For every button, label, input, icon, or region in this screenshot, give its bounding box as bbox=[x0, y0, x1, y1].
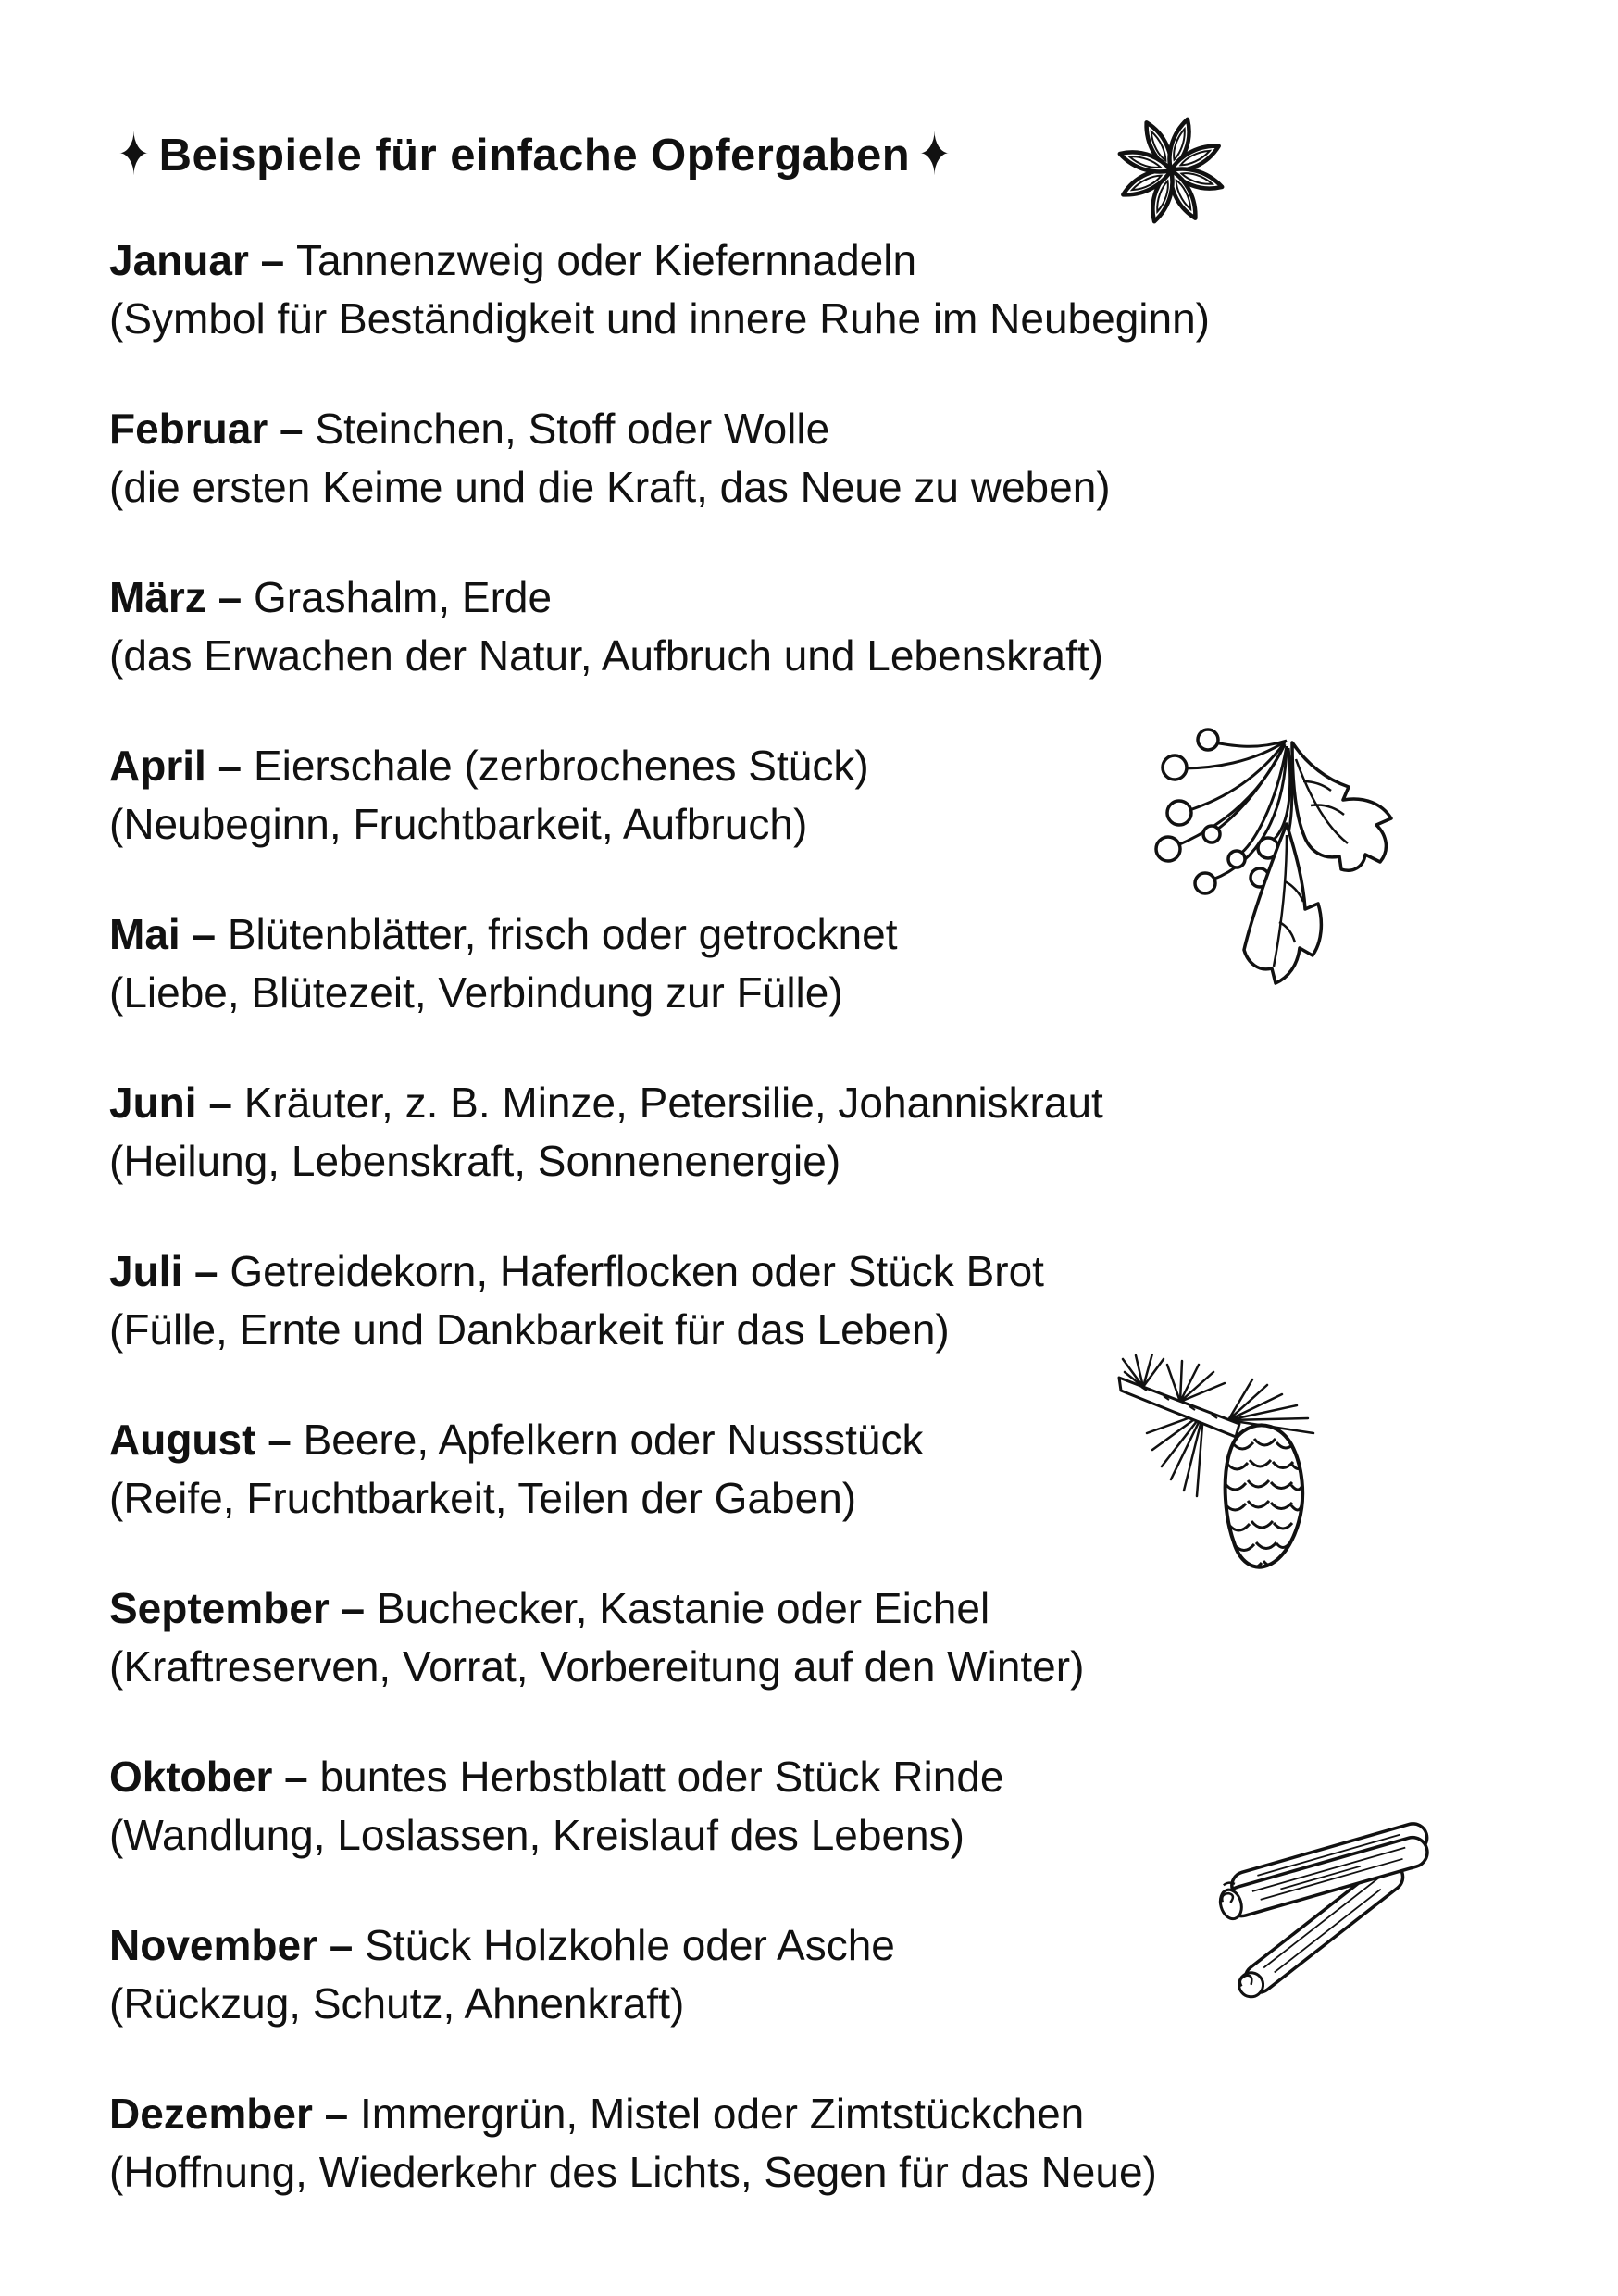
star-anise-icon bbox=[1097, 93, 1245, 241]
month-line bbox=[109, 568, 1313, 627]
month-entry-juli bbox=[109, 1242, 1313, 1359]
month-separator: – bbox=[272, 1753, 320, 1801]
month-separator: – bbox=[182, 1247, 230, 1295]
month-separator: – bbox=[317, 1921, 366, 1969]
month-separator: – bbox=[205, 573, 254, 621]
month-separator: – bbox=[255, 1416, 304, 1464]
month-items: Kräuter, z. B. Minze, Petersilie, Johanniskraut bbox=[243, 1079, 1103, 1127]
pine-cone-branch-icon bbox=[1115, 1354, 1356, 1585]
month-meaning: (Kraftreserven, Vorrat, Vorbereitung auf den Winter) bbox=[109, 1642, 1085, 1691]
month-items: Steinchen, Stoff oder Wolle bbox=[315, 405, 830, 453]
month-separator: – bbox=[312, 2090, 361, 2138]
month-name: Dezember bbox=[109, 2090, 313, 2138]
month-items: Grashalm, Erde bbox=[253, 573, 553, 621]
month-items: buntes Herbstblatt oder Stück Rinde bbox=[319, 1753, 1004, 1801]
month-items: Immergrün, Mistel oder Zimtstückchen bbox=[360, 2090, 1085, 2138]
month-items: Stück Holzkohle oder Asche bbox=[365, 1921, 895, 1969]
months-list bbox=[109, 231, 1313, 2202]
month-items: Blütenblätter, frisch oder getrocknet bbox=[227, 910, 898, 958]
month-name: Januar bbox=[109, 236, 249, 284]
month-line bbox=[109, 1579, 1313, 1638]
month-name: Februar bbox=[109, 405, 268, 453]
month-name: April bbox=[109, 742, 206, 790]
month-name: Juni bbox=[109, 1079, 197, 1127]
month-name: Juli bbox=[109, 1247, 183, 1295]
month-items: Getreidekorn, Haferflocken oder Stück Brot bbox=[230, 1247, 1044, 1295]
month-meaning: (Hoffnung, Wiederkehr des Lichts, Segen für das Neue) bbox=[109, 2148, 1157, 2196]
month-separator: – bbox=[180, 910, 228, 958]
month-entry-juni bbox=[109, 1074, 1313, 1191]
month-items: Tannenzweig oder Kiefernnadeln bbox=[296, 236, 917, 284]
month-line bbox=[109, 905, 1313, 964]
month-entry-mai bbox=[109, 905, 1313, 1022]
content-column bbox=[109, 122, 1313, 2253]
month-name: August bbox=[109, 1416, 256, 1464]
month-meaning: (Liebe, Blütezeit, Verbindung zur Fülle) bbox=[109, 968, 843, 1017]
month-name: November bbox=[109, 1921, 317, 1969]
month-name: März bbox=[109, 573, 206, 621]
month-separator: – bbox=[196, 1079, 244, 1127]
month-separator: – bbox=[205, 742, 254, 790]
month-name: September bbox=[109, 1584, 330, 1632]
page-title-text: Beispiele für einfache Opfergaben bbox=[158, 131, 911, 181]
month-line bbox=[109, 400, 1313, 458]
month-meaning: (das Erwachen der Natur, Aufbruch und Lebenskraft) bbox=[109, 631, 1103, 680]
month-entry-februar bbox=[109, 400, 1313, 517]
month-meaning: (die ersten Keime und die Kraft, das Neue zu weben) bbox=[109, 463, 1111, 511]
month-line bbox=[109, 1242, 1313, 1301]
month-entry-oktober bbox=[109, 1748, 1313, 1865]
month-meaning: (Rückzug, Schutz, Ahnenkraft) bbox=[109, 1979, 685, 2028]
month-line bbox=[109, 1074, 1313, 1132]
month-items: Eierschale (zerbrochenes Stück) bbox=[253, 742, 869, 790]
month-line bbox=[109, 737, 1313, 795]
month-line bbox=[109, 1916, 1313, 1975]
month-meaning: (Heilung, Lebenskraft, Sonnenenergie) bbox=[109, 1137, 841, 1185]
month-name: Oktober bbox=[109, 1753, 273, 1801]
month-items: Beere, Apfelkern oder Nussstück bbox=[303, 1416, 924, 1464]
cinnamon-sticks-icon bbox=[1213, 1816, 1458, 2015]
month-meaning: (Wandlung, Loslassen, Kreislauf des Lebens) bbox=[109, 1811, 965, 1859]
month-separator: – bbox=[329, 1584, 377, 1632]
month-items: Buchecker, Kastanie oder Eichel bbox=[376, 1584, 990, 1632]
month-entry-maerz bbox=[109, 568, 1313, 685]
month-meaning: (Fülle, Ernte und Dankbarkeit für das Leben) bbox=[109, 1305, 950, 1354]
holly-branch-icon bbox=[1146, 715, 1414, 992]
month-name: Mai bbox=[109, 910, 180, 958]
month-line bbox=[109, 2085, 1313, 2143]
month-entry-april bbox=[109, 737, 1313, 854]
month-meaning: (Neubeginn, Fruchtbarkeit, Aufbruch) bbox=[109, 800, 808, 848]
month-entry-november bbox=[109, 1916, 1313, 2033]
month-entry-januar bbox=[109, 231, 1313, 348]
month-separator: – bbox=[248, 236, 297, 284]
month-meaning: (Symbol für Beständigkeit und innere Ruhe im Neubeginn) bbox=[109, 294, 1210, 343]
sparkle-icon-right: ✦ bbox=[918, 122, 952, 188]
month-line bbox=[109, 1748, 1313, 1806]
sparkle-icon-left: ✦ bbox=[118, 122, 151, 188]
month-entry-dezember bbox=[109, 2085, 1313, 2202]
month-separator: – bbox=[268, 405, 316, 453]
month-entry-september bbox=[109, 1579, 1313, 1696]
month-meaning: (Reife, Fruchtbarkeit, Teilen der Gaben) bbox=[109, 1474, 857, 1522]
